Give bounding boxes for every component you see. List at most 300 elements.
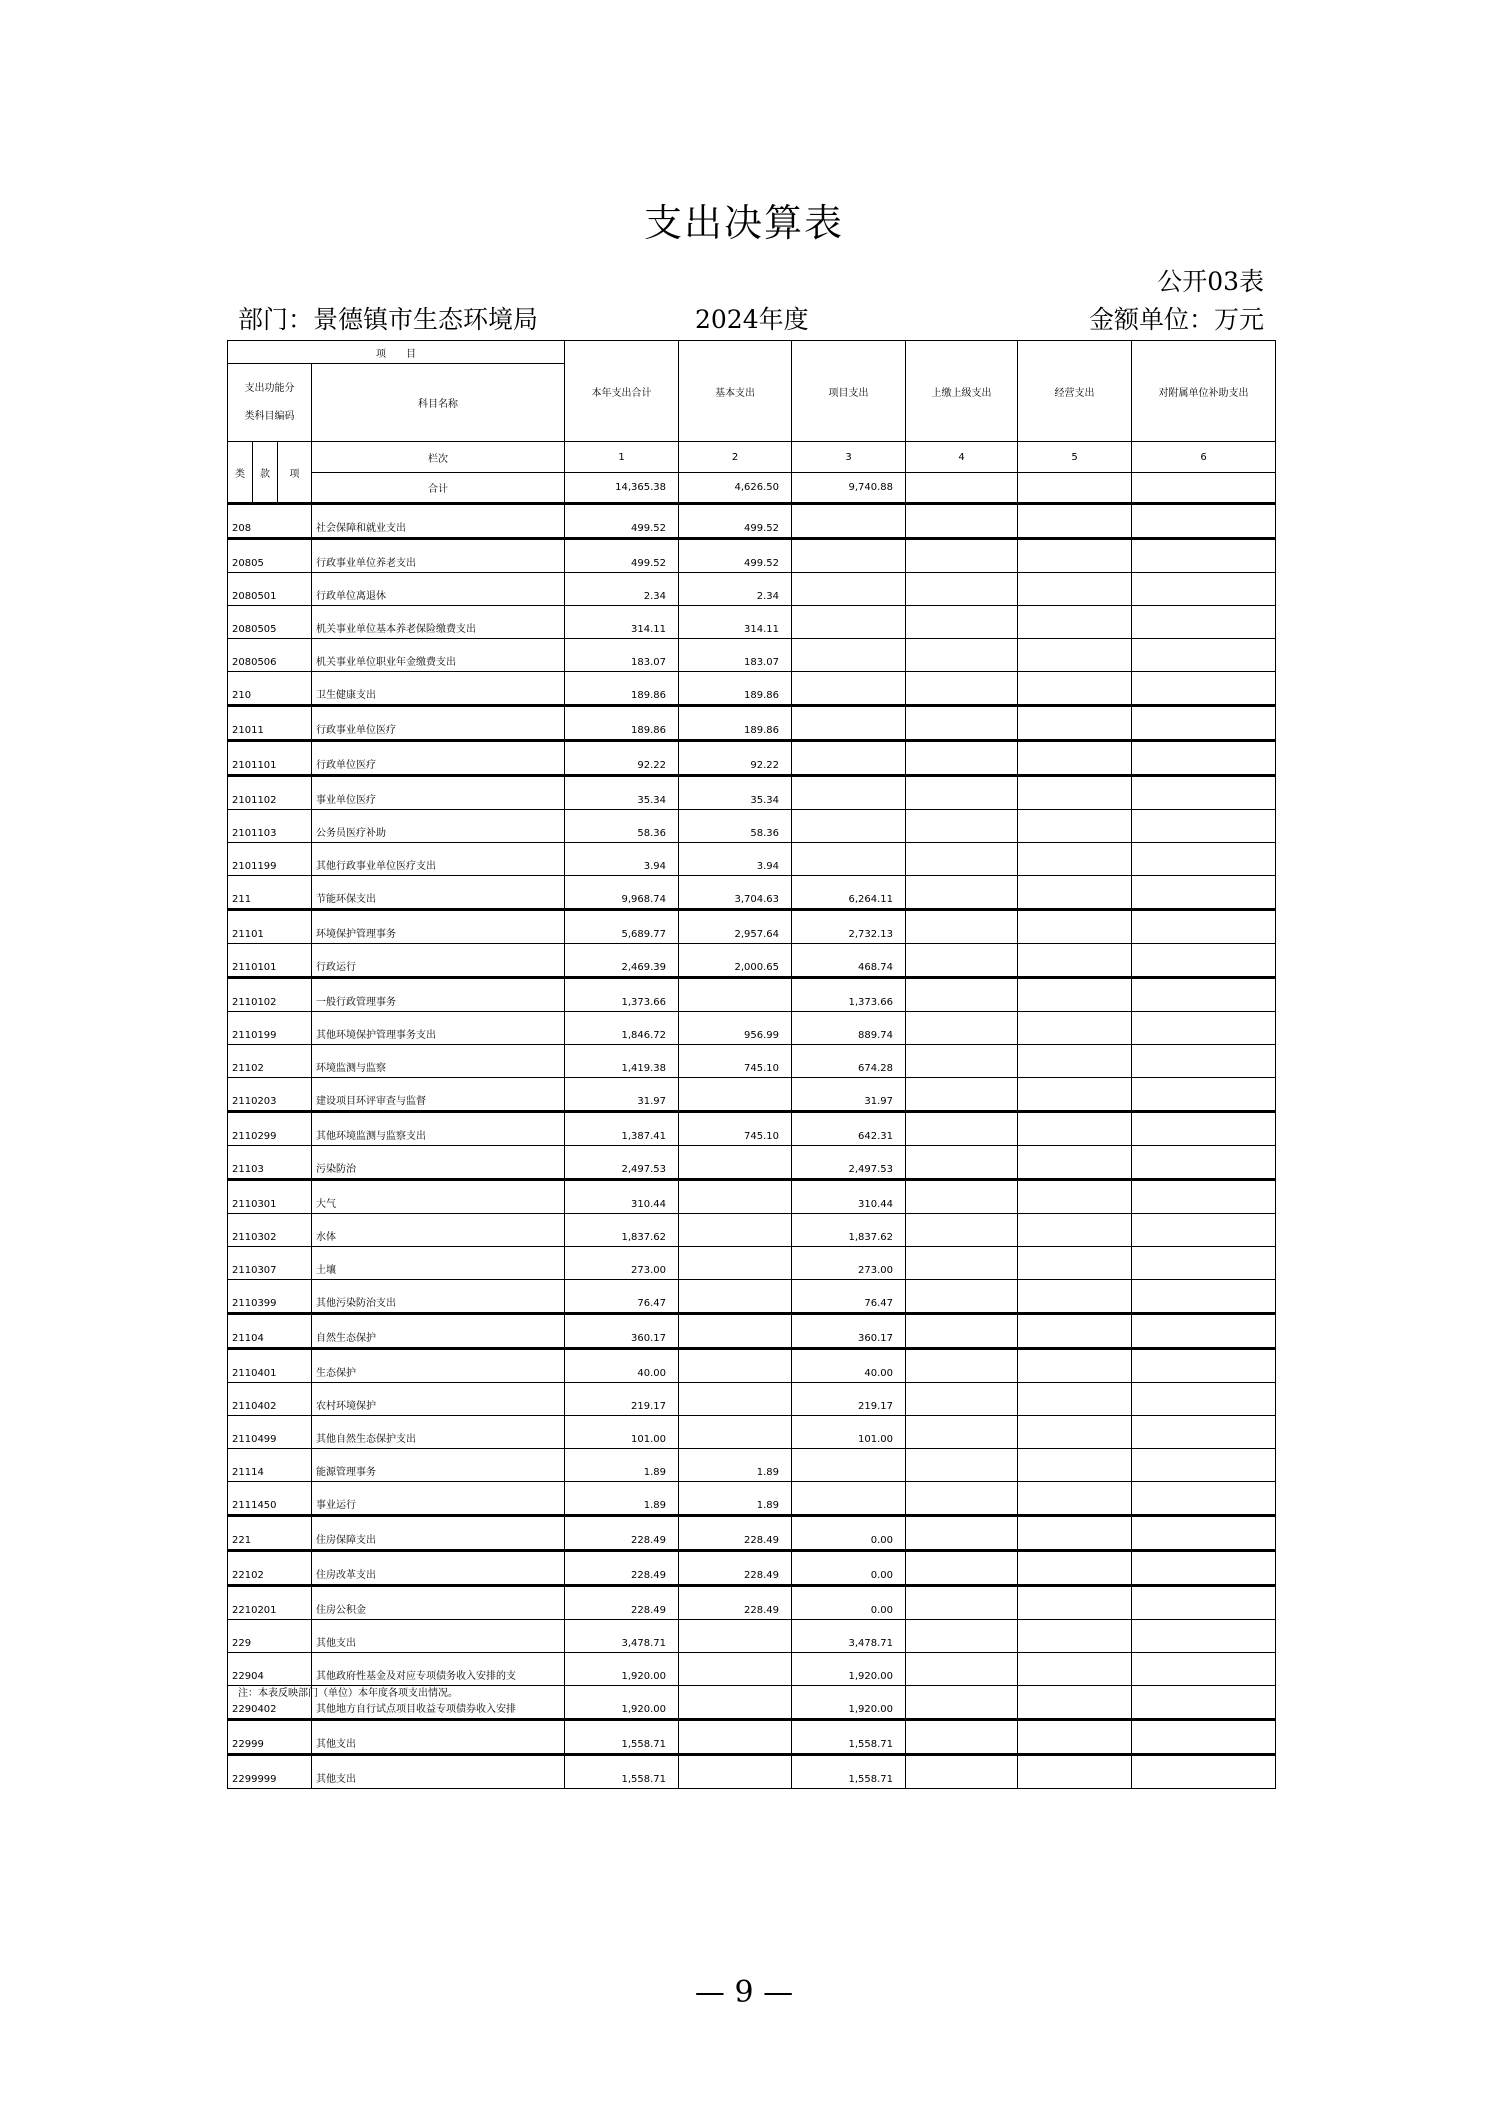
amount-cell <box>1132 1012 1276 1045</box>
amount-cell <box>906 843 1018 876</box>
col-number: 1 <box>565 442 679 473</box>
subject-name: 事业单位医疗 <box>312 776 565 810</box>
amount-cell: 2,957.64 <box>679 910 792 944</box>
amount-cell <box>1018 1653 1132 1686</box>
table-row <box>228 1078 1276 1112</box>
amount-cell <box>1132 776 1276 810</box>
lei-header: 类 <box>228 442 253 504</box>
subject-code: 2080501 <box>228 573 312 606</box>
table-row <box>228 1146 1276 1180</box>
amount-cell <box>1132 1653 1276 1686</box>
subject-code: 2110199 <box>228 1012 312 1045</box>
amount-cell <box>906 1755 1018 1789</box>
amount-cell <box>679 1280 792 1314</box>
amount-cell <box>679 1349 792 1383</box>
subject-name: 自然生态保护 <box>312 1314 565 1349</box>
amount-cell <box>906 776 1018 810</box>
amount-cell: 40.00 <box>565 1349 679 1383</box>
subject-code: 2110102 <box>228 978 312 1012</box>
subject-code: 2110499 <box>228 1416 312 1449</box>
subject-code: 2110203 <box>228 1078 312 1112</box>
amount-cell <box>1132 639 1276 672</box>
amount-cell: 0.00 <box>792 1516 906 1551</box>
amount-cell <box>906 539 1018 573</box>
kuan-header: 款 <box>253 442 278 504</box>
subject-name: 土壤 <box>312 1247 565 1280</box>
amount-cell <box>679 1653 792 1686</box>
amount-cell <box>1132 672 1276 706</box>
amount-cell: 5,689.77 <box>565 910 679 944</box>
amount-cell <box>1018 1314 1132 1349</box>
table-row <box>228 910 1276 944</box>
amount-cell: 189.86 <box>565 706 679 741</box>
subject-name: 农村环境保护 <box>312 1383 565 1416</box>
subject-code: 2110402 <box>228 1383 312 1416</box>
amount-cell <box>1018 1720 1132 1755</box>
amount-cell: 499.52 <box>679 539 792 573</box>
amount-cell: 1,920.00 <box>565 1653 679 1686</box>
amount-cell <box>1132 1045 1276 1078</box>
amount-cell <box>906 1112 1018 1146</box>
subject-name: 住房公积金 <box>312 1586 565 1620</box>
amount-cell <box>1018 1214 1132 1247</box>
amount-cell <box>906 910 1018 944</box>
subject-code: 21103 <box>228 1146 312 1180</box>
subject-name: 卫生健康支出 <box>312 672 565 706</box>
amount-cell <box>906 1349 1018 1383</box>
amount-cell <box>1018 1416 1132 1449</box>
amount-cell: 1,373.66 <box>792 978 906 1012</box>
amount-cell: 1,558.71 <box>792 1720 906 1755</box>
subject-code: 20805 <box>228 539 312 573</box>
amount-cell <box>906 573 1018 606</box>
amount-cell: 1,920.00 <box>792 1686 906 1720</box>
col-header: 上缴上级支出 <box>906 341 1018 442</box>
subject-code: 2110401 <box>228 1349 312 1383</box>
amount-cell: 499.52 <box>565 539 679 573</box>
expenditure-table <box>227 340 1276 1789</box>
amount-cell <box>792 672 906 706</box>
total-value: 4,626.50 <box>679 473 792 504</box>
amount-cell <box>1018 1482 1132 1516</box>
fiscal-year: 2024年度 <box>695 305 809 334</box>
amount-cell <box>1018 1516 1132 1551</box>
subject-code: 21114 <box>228 1449 312 1482</box>
amount-cell <box>1132 504 1276 539</box>
amount-cell <box>1132 1482 1276 1516</box>
amount-cell <box>1132 741 1276 776</box>
subject-name: 社会保障和就业支出 <box>312 504 565 539</box>
amount-cell <box>906 1214 1018 1247</box>
amount-cell <box>906 1620 1018 1653</box>
amount-cell <box>1132 1620 1276 1653</box>
amount-cell <box>1132 539 1276 573</box>
amount-cell: 228.49 <box>565 1586 679 1620</box>
amount-cell <box>906 504 1018 539</box>
amount-cell: 228.49 <box>679 1551 792 1586</box>
amount-cell <box>792 1449 906 1482</box>
amount-cell <box>1018 1449 1132 1482</box>
subject-code: 2110299 <box>228 1112 312 1146</box>
amount-cell <box>1132 1214 1276 1247</box>
amount-cell: 1,558.71 <box>565 1755 679 1789</box>
subject-code: 2110101 <box>228 944 312 978</box>
amount-cell <box>1018 944 1132 978</box>
table-row <box>228 1653 1276 1686</box>
amount-cell: 745.10 <box>679 1045 792 1078</box>
amount-cell <box>906 1449 1018 1482</box>
amount-cell: 40.00 <box>792 1349 906 1383</box>
table-row <box>228 1586 1276 1620</box>
amount-cell <box>906 606 1018 639</box>
amount-cell: 360.17 <box>792 1314 906 1349</box>
subject-code: 2110307 <box>228 1247 312 1280</box>
subject-name: 其他政府性基金及对应专项债务收入安排的支 <box>312 1653 565 1686</box>
amount-cell <box>1018 876 1132 910</box>
col-number: 4 <box>906 442 1018 473</box>
amount-cell: 1.89 <box>679 1482 792 1516</box>
subject-name: 行政运行 <box>312 944 565 978</box>
col-header: 对附属单位补助支出 <box>1132 341 1276 442</box>
subject-code: 2290402 <box>228 1686 312 1720</box>
amount-cell: 314.11 <box>565 606 679 639</box>
amount-cell <box>1132 843 1276 876</box>
amount-cell <box>1132 910 1276 944</box>
amount-cell: 1,846.72 <box>565 1012 679 1045</box>
table-row <box>228 1416 1276 1449</box>
amount-cell <box>792 539 906 573</box>
amount-cell <box>1018 1586 1132 1620</box>
table-row <box>228 1280 1276 1314</box>
page-title: 支出决算表 <box>643 201 844 245</box>
amount-cell <box>1018 1180 1132 1214</box>
amount-cell <box>1018 1280 1132 1314</box>
amount-cell <box>679 1383 792 1416</box>
subject-name: 行政事业单位养老支出 <box>312 539 565 573</box>
amount-cell <box>1132 1180 1276 1214</box>
subject-code: 2101101 <box>228 741 312 776</box>
code-label-1: 支出功能分 <box>244 382 295 394</box>
amount-cell <box>906 639 1018 672</box>
amount-cell <box>906 741 1018 776</box>
amount-cell <box>679 1620 792 1653</box>
amount-cell: 183.07 <box>679 639 792 672</box>
amount-cell <box>1018 776 1132 810</box>
subject-name: 公务员医疗补助 <box>312 810 565 843</box>
amount-cell <box>1018 1078 1132 1112</box>
subject-name: 其他自然生态保护支出 <box>312 1416 565 1449</box>
amount-cell <box>906 1180 1018 1214</box>
amount-cell <box>1132 1280 1276 1314</box>
table-row <box>228 1516 1276 1551</box>
amount-cell <box>906 1314 1018 1349</box>
amount-cell <box>792 606 906 639</box>
subject-name: 其他行政事业单位医疗支出 <box>312 843 565 876</box>
amount-cell <box>1018 606 1132 639</box>
amount-unit: 金额单位：万元 <box>1088 305 1264 334</box>
amount-cell <box>1018 1146 1132 1180</box>
amount-cell <box>906 672 1018 706</box>
amount-cell <box>1018 539 1132 573</box>
amount-cell: 228.49 <box>679 1586 792 1620</box>
subject-code: 2080505 <box>228 606 312 639</box>
amount-cell: 189.86 <box>679 672 792 706</box>
subject-name: 其他支出 <box>312 1720 565 1755</box>
amount-cell: 9,968.74 <box>565 876 679 910</box>
amount-cell: 92.22 <box>679 741 792 776</box>
xiang-header: 项 <box>278 442 312 504</box>
amount-cell <box>1018 1247 1132 1280</box>
amount-cell: 189.86 <box>679 706 792 741</box>
amount-cell: 1,373.66 <box>565 978 679 1012</box>
subject-name: 机关事业单位职业年金缴费支出 <box>312 639 565 672</box>
amount-cell: 3.94 <box>679 843 792 876</box>
subject-code: 2110399 <box>228 1280 312 1314</box>
amount-cell <box>1132 1416 1276 1449</box>
table-row <box>228 1247 1276 1280</box>
table-row <box>228 573 1276 606</box>
amount-cell: 1,837.62 <box>792 1214 906 1247</box>
amount-cell <box>1132 1078 1276 1112</box>
subject-name: 住房保障支出 <box>312 1516 565 1551</box>
amount-cell: 1.89 <box>565 1482 679 1516</box>
amount-cell <box>906 1078 1018 1112</box>
amount-cell <box>1018 1383 1132 1416</box>
subject-code: 210 <box>228 672 312 706</box>
amount-cell <box>679 1180 792 1214</box>
amount-cell <box>1132 1755 1276 1789</box>
amount-cell: 2,497.53 <box>792 1146 906 1180</box>
amount-cell: 1.89 <box>679 1449 792 1482</box>
amount-cell <box>906 1280 1018 1314</box>
subject-code: 2111450 <box>228 1482 312 1516</box>
table-row <box>228 776 1276 810</box>
amount-cell: 273.00 <box>792 1247 906 1280</box>
subject-code: 208 <box>228 504 312 539</box>
amount-cell: 310.44 <box>565 1180 679 1214</box>
amount-cell: 35.34 <box>565 776 679 810</box>
total-value: 9,740.88 <box>792 473 906 504</box>
col-number: 2 <box>679 442 792 473</box>
amount-cell <box>1132 1516 1276 1551</box>
table-row <box>228 639 1276 672</box>
name-header: 科目名称 <box>312 364 565 442</box>
table-row <box>228 1349 1276 1383</box>
subject-code: 2210201 <box>228 1586 312 1620</box>
subject-name: 建设项目环评审查与监督 <box>312 1078 565 1112</box>
amount-cell <box>906 1720 1018 1755</box>
total-value <box>1018 473 1132 504</box>
subject-code: 211 <box>228 876 312 910</box>
table-row <box>228 1314 1276 1349</box>
amount-cell: 92.22 <box>565 741 679 776</box>
amount-cell: 31.97 <box>565 1078 679 1112</box>
amount-cell <box>906 1383 1018 1416</box>
total-value: 14,365.38 <box>565 473 679 504</box>
amount-cell: 58.36 <box>565 810 679 843</box>
amount-cell <box>1018 843 1132 876</box>
table-row <box>228 1012 1276 1045</box>
amount-cell: 76.47 <box>792 1280 906 1314</box>
subject-code: 2299999 <box>228 1755 312 1789</box>
subject-name: 行政事业单位医疗 <box>312 706 565 741</box>
amount-cell: 889.74 <box>792 1012 906 1045</box>
amount-cell: 499.52 <box>679 504 792 539</box>
amount-cell <box>906 1586 1018 1620</box>
amount-cell: 228.49 <box>565 1551 679 1586</box>
subject-name: 环境监测与监察 <box>312 1045 565 1078</box>
amount-cell: 1,558.71 <box>792 1755 906 1789</box>
col-header: 本年支出合计 <box>565 341 679 442</box>
amount-cell <box>1018 1755 1132 1789</box>
amount-cell: 273.00 <box>565 1247 679 1280</box>
total-value <box>906 473 1018 504</box>
amount-cell: 468.74 <box>792 944 906 978</box>
code-label-2: 类科目编码 <box>244 410 295 422</box>
amount-cell <box>792 776 906 810</box>
subject-name: 事业运行 <box>312 1482 565 1516</box>
amount-cell <box>1132 876 1276 910</box>
amount-cell: 1,419.38 <box>565 1045 679 1078</box>
table-row <box>228 539 1276 573</box>
subject-name: 水体 <box>312 1214 565 1247</box>
amount-cell <box>906 944 1018 978</box>
amount-cell <box>1018 1112 1132 1146</box>
amount-cell: 228.49 <box>565 1516 679 1551</box>
amount-cell: 956.99 <box>679 1012 792 1045</box>
amount-cell <box>906 706 1018 741</box>
table-row <box>228 1551 1276 1586</box>
subject-code: 2101199 <box>228 843 312 876</box>
table-row <box>228 810 1276 843</box>
table-row <box>228 1045 1276 1078</box>
amount-cell <box>906 1012 1018 1045</box>
subject-name: 环境保护管理事务 <box>312 910 565 944</box>
amount-cell <box>1018 910 1132 944</box>
subject-name: 行政单位离退休 <box>312 573 565 606</box>
subject-name: 污染防治 <box>312 1146 565 1180</box>
amount-cell: 101.00 <box>565 1416 679 1449</box>
col-header: 经营支出 <box>1018 341 1132 442</box>
amount-cell <box>679 1686 792 1720</box>
amount-cell: 3.94 <box>565 843 679 876</box>
amount-cell <box>906 1146 1018 1180</box>
table-row <box>228 741 1276 776</box>
subject-name: 其他支出 <box>312 1755 565 1789</box>
amount-cell <box>1018 741 1132 776</box>
amount-cell: 228.49 <box>679 1516 792 1551</box>
amount-cell <box>679 1078 792 1112</box>
total-label: 合计 <box>312 473 565 504</box>
amount-cell: 35.34 <box>679 776 792 810</box>
amount-cell <box>1132 1112 1276 1146</box>
subject-name: 一般行政管理事务 <box>312 978 565 1012</box>
subject-code: 21102 <box>228 1045 312 1078</box>
amount-cell <box>679 978 792 1012</box>
subject-code: 229 <box>228 1620 312 1653</box>
table-row <box>228 504 1276 539</box>
amount-cell: 2.34 <box>679 573 792 606</box>
amount-cell <box>1132 978 1276 1012</box>
subject-code: 2101103 <box>228 810 312 843</box>
subject-code: 2101102 <box>228 776 312 810</box>
subject-code: 21011 <box>228 706 312 741</box>
amount-cell: 1,558.71 <box>565 1720 679 1755</box>
amount-cell <box>679 1720 792 1755</box>
amount-cell <box>906 1045 1018 1078</box>
amount-cell: 1,920.00 <box>792 1653 906 1686</box>
amount-cell <box>792 706 906 741</box>
amount-cell <box>906 1653 1018 1686</box>
table-row <box>228 1214 1276 1247</box>
subject-name: 住房改革支出 <box>312 1551 565 1586</box>
page-number: — 9 — <box>694 1975 794 2010</box>
col-header: 项目支出 <box>792 341 906 442</box>
table-row <box>228 944 1276 978</box>
amount-cell <box>1132 1146 1276 1180</box>
department: 部门：景德镇市生态环境局 <box>238 305 539 334</box>
subject-code: 2110301 <box>228 1180 312 1214</box>
amount-cell <box>1132 1383 1276 1416</box>
amount-cell: 0.00 <box>792 1551 906 1586</box>
amount-cell <box>1132 573 1276 606</box>
amount-cell: 189.86 <box>565 672 679 706</box>
subject-code: 21104 <box>228 1314 312 1349</box>
subject-code: 221 <box>228 1516 312 1551</box>
amount-cell <box>906 1516 1018 1551</box>
amount-cell <box>1018 504 1132 539</box>
table-row <box>228 1449 1276 1482</box>
amount-cell <box>1018 978 1132 1012</box>
amount-cell <box>906 978 1018 1012</box>
amount-cell <box>1132 1349 1276 1383</box>
amount-cell <box>1132 810 1276 843</box>
amount-cell: 499.52 <box>565 504 679 539</box>
amount-cell <box>679 1755 792 1789</box>
table-row <box>228 606 1276 639</box>
amount-cell <box>1018 1012 1132 1045</box>
amount-cell <box>906 1482 1018 1516</box>
amount-cell: 76.47 <box>565 1280 679 1314</box>
amount-cell: 1.89 <box>565 1449 679 1482</box>
amount-cell <box>1018 1620 1132 1653</box>
amount-cell <box>906 1551 1018 1586</box>
amount-cell <box>792 843 906 876</box>
table-row <box>228 1620 1276 1653</box>
amount-cell: 310.44 <box>792 1180 906 1214</box>
amount-cell: 219.17 <box>792 1383 906 1416</box>
amount-cell <box>679 1416 792 1449</box>
amount-cell <box>1018 639 1132 672</box>
col-number: 3 <box>792 442 906 473</box>
subject-name: 生态保护 <box>312 1349 565 1383</box>
amount-cell: 31.97 <box>792 1078 906 1112</box>
amount-cell <box>792 639 906 672</box>
form-number: 公开03表 <box>1157 267 1264 296</box>
amount-cell: 3,478.71 <box>565 1620 679 1653</box>
amount-cell <box>906 1686 1018 1720</box>
amount-cell: 1,387.41 <box>565 1112 679 1146</box>
col-number: 5 <box>1018 442 1132 473</box>
amount-cell <box>1018 573 1132 606</box>
col-header: 基本支出 <box>679 341 792 442</box>
amount-cell: 101.00 <box>792 1416 906 1449</box>
amount-cell <box>1132 1720 1276 1755</box>
subject-name: 能源管理事务 <box>312 1449 565 1482</box>
amount-cell: 1,920.00 <box>565 1686 679 1720</box>
subject-name: 节能环保支出 <box>312 876 565 910</box>
amount-cell: 0.00 <box>792 1586 906 1620</box>
